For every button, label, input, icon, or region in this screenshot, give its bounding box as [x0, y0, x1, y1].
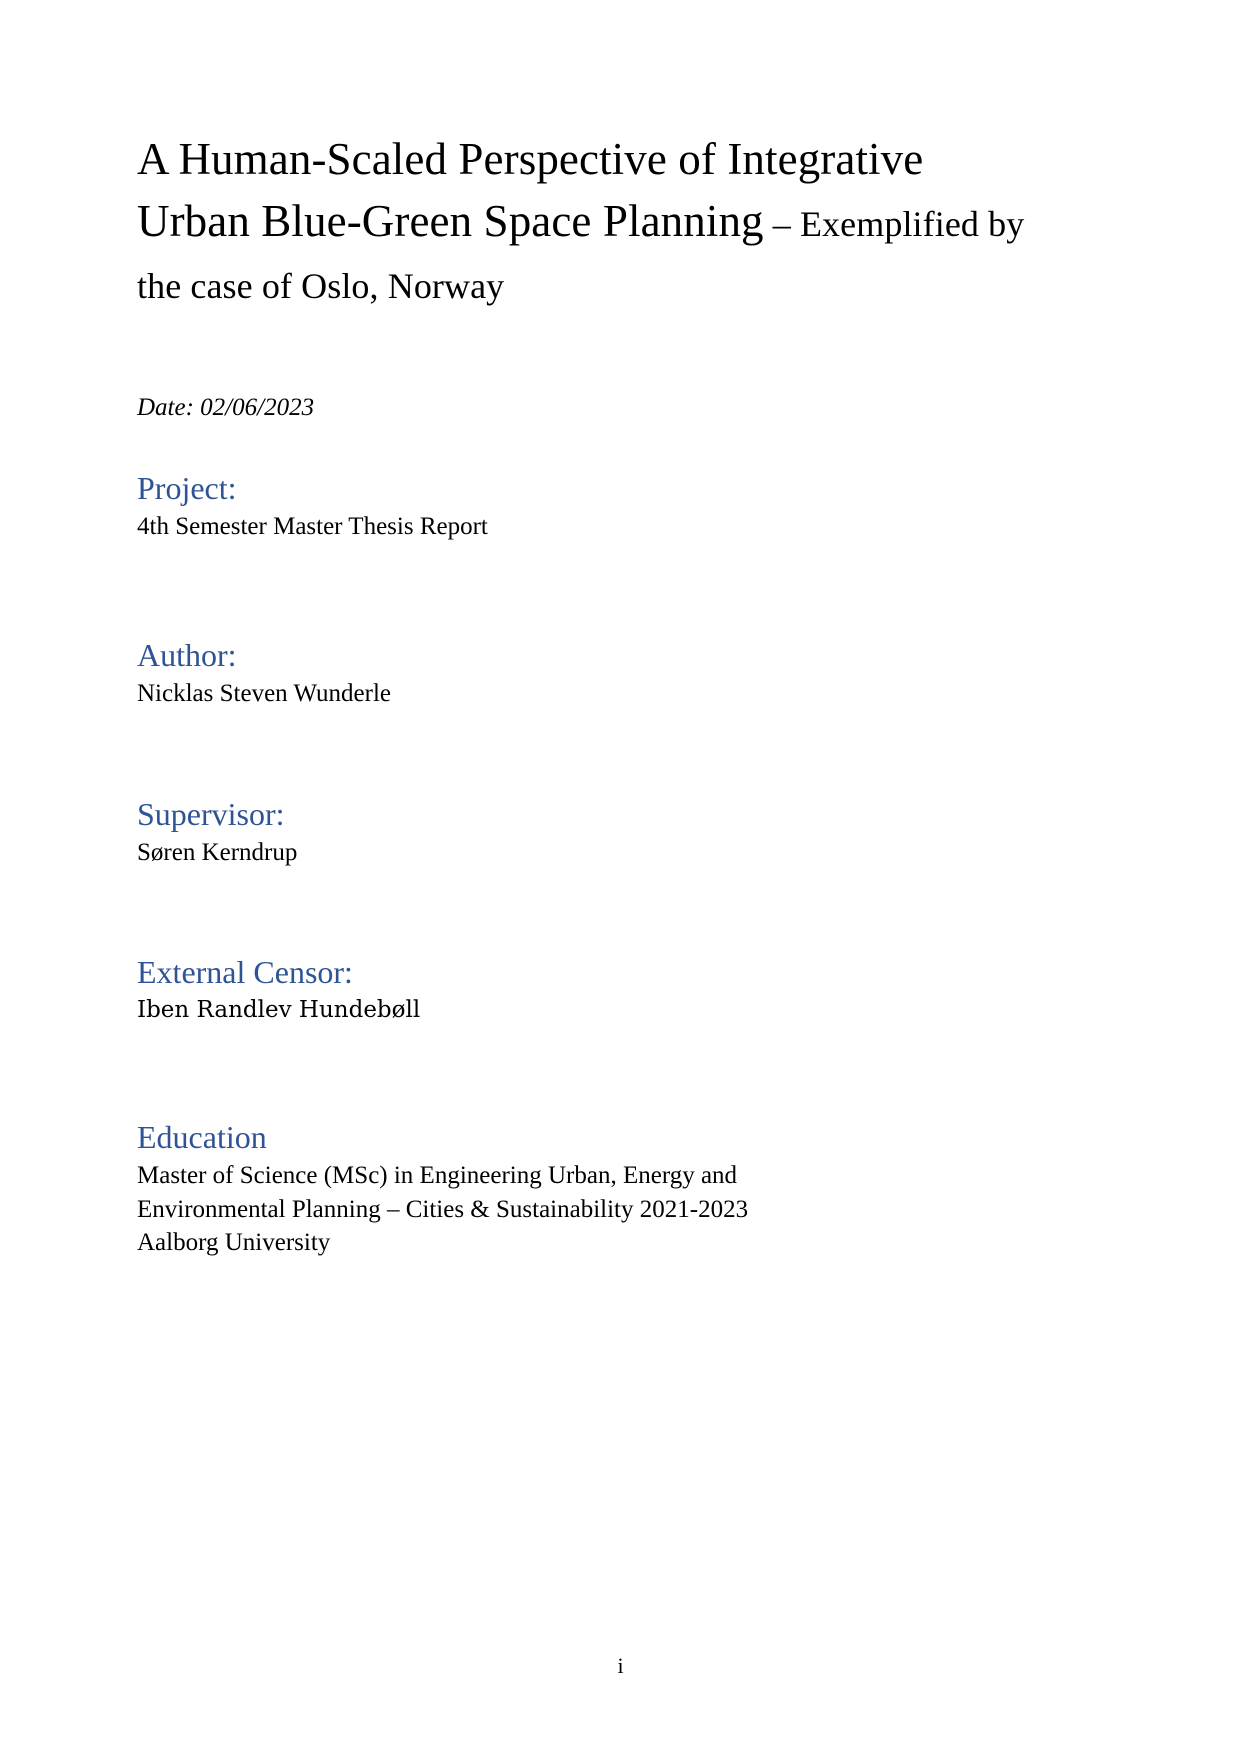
education-line-1: Master of Science (MSc) in Engineering Urban, Energy and [137, 1162, 738, 1190]
section-supervisor [137, 711, 1037, 870]
section-body-external-censor: Iben Randlev Hundebøll [137, 996, 421, 1023]
section-heading-author: Author: [137, 636, 237, 673]
section-heading-project: Project: [137, 469, 237, 506]
document-title-subtitle: – Exemplified by the case of Oslo, Norway [137, 204, 1025, 307]
section-heading-external-censor: External Censor: [137, 954, 353, 991]
section-body-education [137, 1156, 1037, 1260]
section-author [137, 544, 1037, 711]
section-project [137, 425, 1037, 544]
section-heading-supervisor: Supervisor: [137, 795, 285, 832]
title-page-content [137, 128, 1037, 1260]
section-body-author: Nicklas Steven Wunderle [137, 680, 392, 708]
section-heading-education: Education [137, 1118, 267, 1155]
education-line-3: Aalborg University [137, 1229, 331, 1257]
page-number-footer: i [617, 1653, 624, 1678]
document-date: Date: 02/06/2023 [137, 394, 315, 422]
section-body-supervisor: Søren Kerndrup [137, 838, 298, 866]
education-line-2: Environmental Planning – Cities & Sustainability 2021-2023 [137, 1195, 749, 1223]
document-title [137, 128, 1037, 314]
document-title-main: A Human-Scaled Perspective of Integrative Urban Blue-Green Space Planning [137, 134, 924, 247]
section-body-project: 4th Semester Master Thesis Report [137, 513, 488, 541]
section-external-censor [137, 869, 1037, 1025]
section-education [137, 1026, 1037, 1260]
